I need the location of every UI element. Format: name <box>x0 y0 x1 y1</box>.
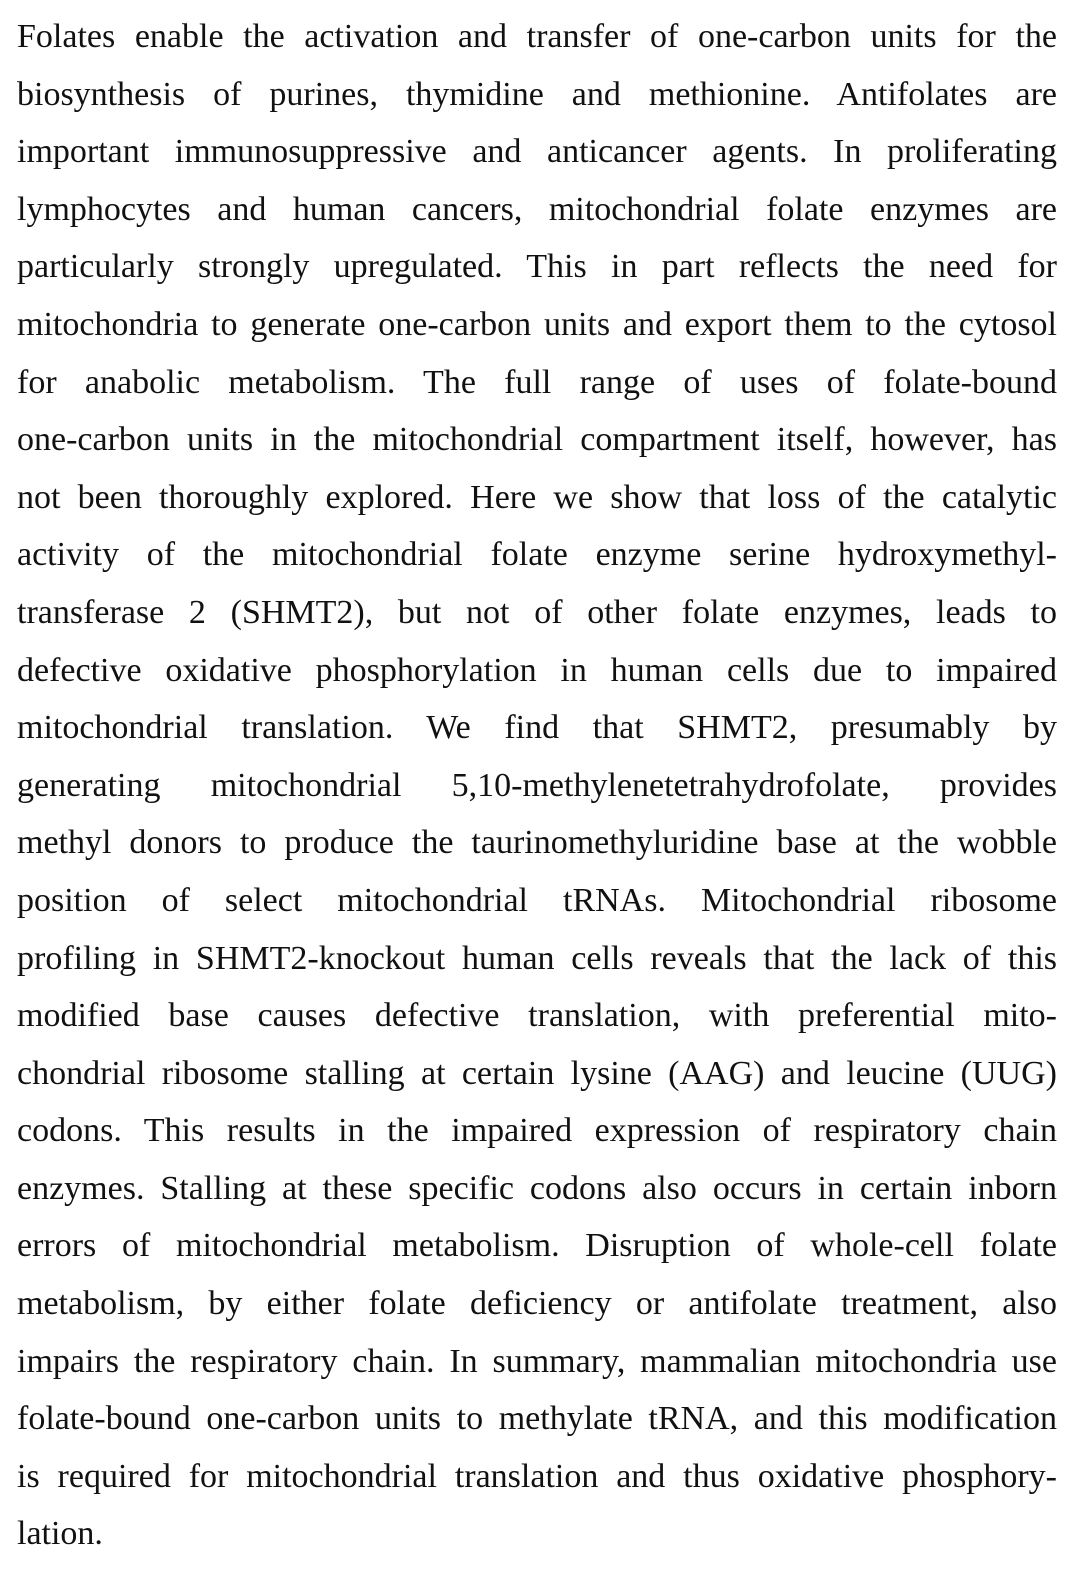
text-line: folate-bound one-carbon units to methylate tRNA, and this modification <box>17 1400 1057 1438</box>
abstract-text-block <box>17 8 1057 1563</box>
text-line: transferase 2 (SHMT2), but not of other folate enzymes, leads to <box>17 593 1057 631</box>
text-line: one-carbon units in the mitochondrial compartment itself, however, has <box>17 421 1057 459</box>
text-line: errors of mitochondrial metabolism. Disruption of whole-cell folate <box>17 1227 1057 1265</box>
text-line: metabolism, by either folate deficiency or antifolate treatment, also <box>17 1285 1057 1323</box>
text-line: lymphocytes and human cancers, mitochondrial folate enzymes are <box>17 190 1057 228</box>
text-line: impairs the respiratory chain. In summary, mammalian mitochondria use <box>17 1342 1057 1380</box>
text-line: particularly strongly upregulated. This in part reflects the need for <box>17 248 1057 286</box>
text-line: Folates enable the activation and transfer of one-carbon units for the <box>17 18 1057 55</box>
text-line: modified base causes defective translation, with preferential mito- <box>17 997 1057 1035</box>
text-line: position of select mitochondrial tRNAs. Mitochondrial ribosome <box>17 881 1057 919</box>
text-line-final: lation. <box>17 1515 103 1553</box>
text-line: mitochondrial translation. We find that SHMT2, presumably by <box>17 709 1057 747</box>
text-line: methyl donors to produce the taurinomethyluridine base at the wobble <box>17 824 1057 862</box>
text-line: important immunosuppressive and anticancer agents. In proliferating <box>17 133 1057 171</box>
text-line: generating mitochondrial 5,10-methylenetetrahydrofolate, provides <box>17 766 1057 804</box>
text-line: is required for mitochondrial translation and thus oxidative phosphory- <box>17 1457 1057 1495</box>
text-line: mitochondria to generate one-carbon units and export them to the cytosol <box>17 305 1057 343</box>
text-line: not been thoroughly explored. Here we show that loss of the catalytic <box>17 478 1057 516</box>
text-line: enzymes. Stalling at these specific codons also occurs in certain inborn <box>17 1169 1057 1207</box>
text-line: for anabolic metabolism. The full range of uses of folate-bound <box>17 363 1057 401</box>
text-line: biosynthesis of purines, thymidine and methionine. Antifolates are <box>17 75 1057 113</box>
text-line: profiling in SHMT2-knockout human cells reveals that the lack of this <box>17 939 1057 977</box>
text-line: defective oxidative phosphorylation in human cells due to impaired <box>17 651 1057 689</box>
text-line: codons. This results in the impaired expression of respiratory chain <box>17 1112 1057 1150</box>
text-line: activity of the mitochondrial folate enzyme serine hydroxymethyl- <box>17 536 1057 574</box>
text-line: chondrial ribosome stalling at certain lysine (AAG) and leucine (UUG) <box>17 1054 1057 1092</box>
